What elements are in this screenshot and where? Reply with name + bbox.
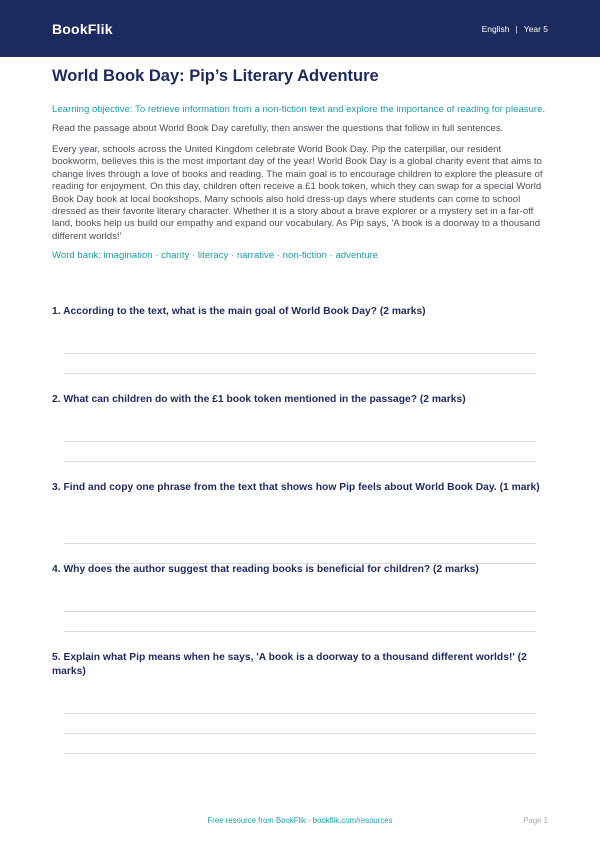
answer-line[interactable] [64, 631, 536, 632]
answer-line[interactable] [64, 441, 536, 442]
footer-credit[interactable]: Free resource from BookFlik · bookflik.com/resources [207, 816, 393, 825]
question-1: 1. According to the text, what is the main goal of World Book Day? (2 marks) [52, 306, 426, 317]
answer-line[interactable] [64, 733, 536, 734]
year-label: Year 5 [523, 23, 548, 34]
question-5: 5. Explain what Pip means when he says, 'A book is a doorway to a thousand different worlds!' (2 marks) [52, 652, 527, 677]
subject-year-label [482, 24, 548, 34]
answer-line[interactable] [64, 611, 536, 612]
answer-line[interactable] [64, 373, 536, 374]
brand-logo-text[interactable]: BookFlik [52, 20, 113, 37]
learning-objective: Learning objective: To retrieve information from a non-fiction text and explore the importance of reading for pleasure. [52, 104, 546, 115]
answer-line[interactable] [64, 543, 536, 544]
instructions-text: Read the passage about World Book Day carefully, then answer the questions that follow in full sentences. [52, 123, 504, 134]
worksheet-body [0, 66, 600, 262]
answer-line[interactable] [64, 461, 536, 462]
worksheet-title: World Book Day: Pip’s Literary Adventure [52, 67, 379, 85]
page-number: Page 1 [523, 816, 548, 825]
answer-line[interactable] [64, 713, 536, 714]
reading-passage: Every year, schools across the United Kingdom celebrate World Book Day. Pip the caterpillar, our resident bookworm, believes this is the most important day of the year! World Book Day is a global charity event that aims to change lives through a love of books and reading. The main goal is to encourage children to explore the pleasure of reading for enjoyment. On this day, children often receive a £1 book token, which they can swap for a special World Book Day book at local bookshops. Many schools also hold dress-up days where students can come to school dressed as their favorite literary character. Whether it is a story about a brave explorer or a mystery set in a far-off land, books help us build our empathy and expand our vocabulary. As Pip says, 'A book is a doorway to a thousand different worlds!' [52, 144, 543, 242]
question-3: 3. Find and copy one phrase from the text that shows how Pip feels about World Book Day. (1 mark) [52, 482, 540, 493]
subject-label: English [481, 23, 510, 34]
answer-line[interactable] [64, 353, 536, 354]
meta-separator: | [515, 23, 518, 34]
question-2: 2. What can children do with the £1 book token mentioned in the passage? (2 marks) [52, 394, 466, 405]
question-4: 4. Why does the author suggest that reading books is beneficial for children? (2 marks) [52, 564, 479, 575]
word-bank: Word bank: imagination · charity · literacy · narrative · non-fiction · adventure [52, 250, 379, 262]
answer-line[interactable] [64, 753, 536, 754]
top-header-bar [0, 0, 600, 57]
